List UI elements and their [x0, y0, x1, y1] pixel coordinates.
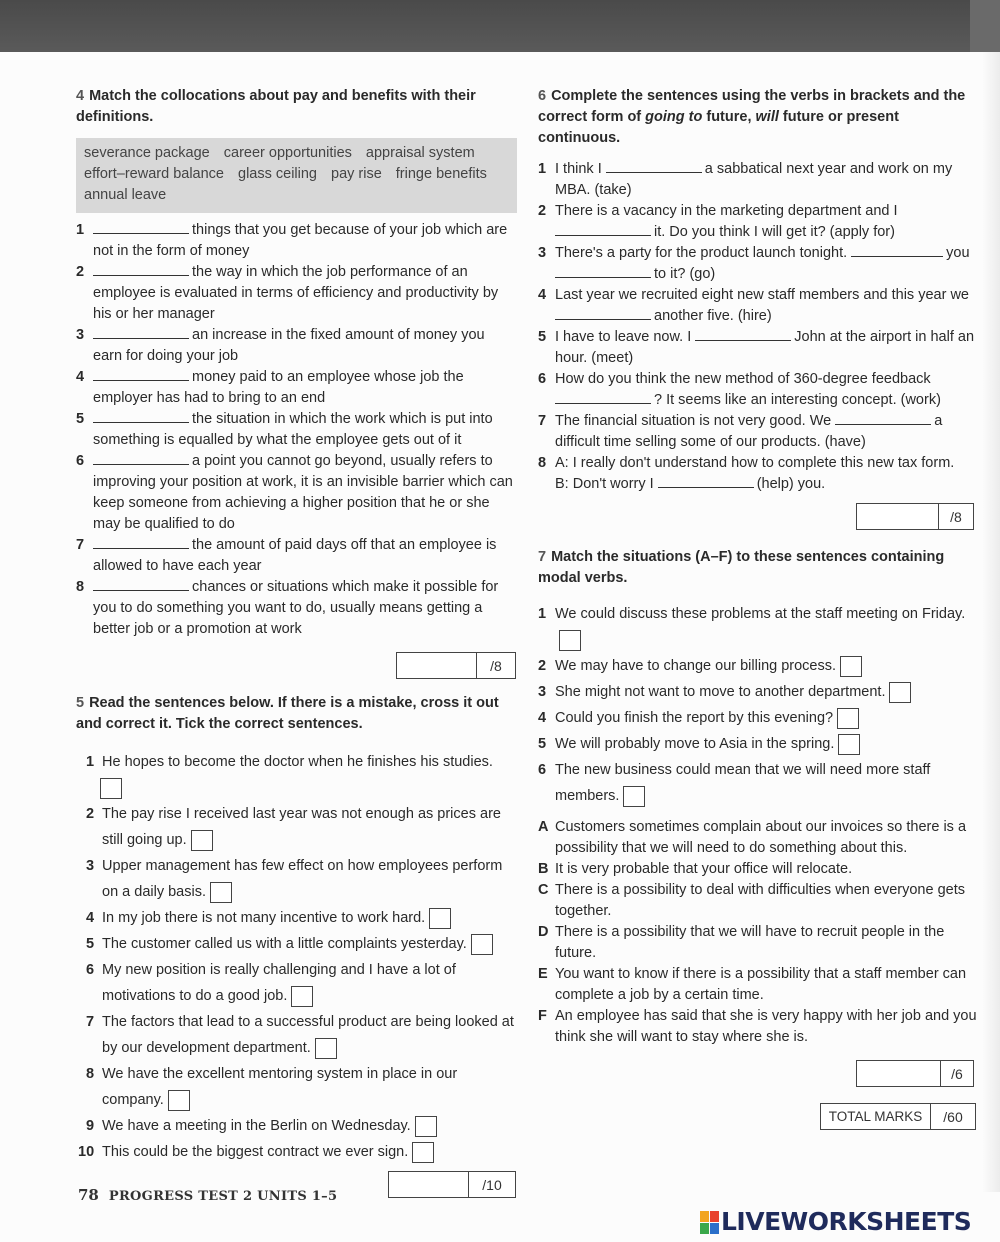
situation-option: [538, 817, 978, 859]
answer-blank[interactable]: [93, 221, 189, 234]
situation-option: [538, 964, 978, 1006]
sentence-text: We have the excellent mentoring system in place in our company.: [102, 1066, 458, 1108]
sentence-item: [76, 1009, 516, 1061]
item-number: 3: [86, 858, 95, 874]
word: career opportunities: [223, 145, 352, 161]
sentence-text: The pay rise I received last year was not enough as prices are still going up.: [102, 806, 501, 848]
sentence-text: The new business could mean that we will need more staff members.: [555, 762, 931, 804]
score-total: /6: [951, 1065, 963, 1082]
modal-sentence-item: [538, 757, 978, 809]
section-number: 6: [538, 88, 547, 104]
answer-box[interactable]: [623, 786, 645, 807]
answer-blank[interactable]: [555, 391, 651, 404]
sentence-item: [76, 1061, 516, 1113]
section-number: 5: [76, 695, 85, 711]
section-7-options: [538, 817, 978, 1048]
sentence-start: There is a vacancy in the marketing department and I: [555, 203, 898, 219]
item-number: 3: [538, 684, 547, 700]
section-5: [76, 693, 516, 1198]
answer-blank[interactable]: [555, 307, 651, 320]
item-number: 8: [76, 579, 85, 595]
sentence-mid: you: [946, 245, 970, 261]
sentence-line-2: B: Don't worry I: [555, 476, 654, 492]
sentence-text: This could be the biggest contract we ever sign.: [102, 1144, 409, 1160]
option-letter: E: [538, 966, 548, 982]
section-4: [76, 86, 516, 679]
item-number: 5: [538, 329, 547, 345]
sentence-item: [76, 853, 516, 905]
answer-blank[interactable]: [658, 475, 754, 488]
definition-text: money paid to an employee whose job the employer has had to bring to an end: [93, 369, 464, 406]
section-6-score-box: [856, 503, 974, 530]
sentence-text: My new position is really challenging and I have a lot of motivations to do a good job.: [102, 962, 456, 1004]
page-shadow: [982, 52, 1000, 1192]
item-number: 6: [86, 962, 95, 978]
footer-label: PROGRESS TEST 2 UNITS 1–5: [108, 1189, 338, 1204]
section-4-score-box: [396, 652, 516, 679]
score-input[interactable]: [857, 504, 939, 529]
right-column: [538, 86, 978, 1130]
modal-sentence-item: [538, 705, 978, 731]
tick-box[interactable]: [100, 778, 122, 799]
word: fringe benefits: [395, 166, 487, 182]
tick-box[interactable]: [291, 986, 313, 1007]
sentence-text: The factors that lead to a successful product are being looked at by our development department.: [102, 1014, 514, 1056]
item-number: 1: [538, 606, 547, 622]
word: glass ceiling: [238, 166, 317, 182]
sentence-item: [76, 749, 516, 801]
sentence-text: We may have to change our billing process.: [555, 658, 837, 674]
option-text: You want to know if there is a possibility that a staff member can complete a job by a certain time.: [555, 966, 967, 1003]
answer-blank[interactable]: [555, 265, 651, 278]
definition-text: an increase in the fixed amount of money you earn for doing your job: [93, 327, 485, 364]
item-number: 5: [76, 411, 85, 427]
item-number: 1: [538, 161, 547, 177]
sentence-item: [76, 905, 516, 931]
answer-box[interactable]: [837, 708, 859, 729]
gap-fill-item: [538, 369, 978, 411]
tick-box[interactable]: [415, 1116, 437, 1137]
definition-item: [76, 325, 516, 367]
definition-text: the way in which the job performance of an employee is evaluated in terms of efficiency and productivity by his or her manager: [93, 264, 499, 322]
option-letter: B: [538, 861, 549, 877]
answer-blank[interactable]: [93, 578, 189, 591]
tick-box[interactable]: [315, 1038, 337, 1059]
section-6-items: [538, 159, 978, 495]
situation-option: [538, 922, 978, 964]
tick-box[interactable]: [168, 1090, 190, 1111]
total-marks-box: [820, 1103, 976, 1130]
item-number: 3: [76, 327, 85, 343]
word-box: [76, 138, 517, 213]
item-number: 8: [86, 1066, 95, 1082]
sentence-text: She might not want to move to another department.: [555, 684, 886, 700]
tick-box[interactable]: [429, 908, 451, 929]
item-number: 6: [76, 453, 85, 469]
sentence-text: We have a meeting in the Berlin on Wednesday.: [102, 1118, 411, 1134]
option-text: There is a possibility that we will have to recruit people in the future.: [555, 924, 945, 961]
option-letter: C: [538, 882, 549, 898]
sentence-start: I have to leave now. I: [555, 329, 692, 345]
option-text: It is very probable that your office will relocate.: [555, 861, 853, 877]
sentence-item: [76, 1113, 516, 1139]
definition-text: chances or situations which make it possible for you to do something you want to do, usually means getting a better job or a promotion at work: [93, 579, 499, 637]
answer-blank[interactable]: [851, 244, 943, 257]
score-total: /10: [482, 1176, 502, 1193]
sentence-start: How do you think the new method of 360-degree feedback: [555, 371, 931, 387]
definition-item: [76, 535, 516, 577]
definition-text: a point you cannot go beyond, usually refers to improving your position at work, it is an invisible barrier which can keep someone from achieving a higher position that he or she may be qualified to do: [93, 453, 513, 532]
item-number: 2: [76, 264, 85, 280]
modal-sentence-item: [538, 679, 978, 705]
instruction-text: future,: [702, 109, 756, 125]
option-text: There is a possibility to deal with difficulties when everyone gets together.: [555, 882, 965, 919]
situation-option: [538, 859, 978, 880]
word: severance package: [84, 145, 210, 161]
top-bar-edge: [970, 0, 1000, 52]
sentence-start: A: I really don't understand how to complete this new tax form.: [555, 455, 955, 471]
sentence-item: [76, 957, 516, 1009]
answer-blank[interactable]: [695, 328, 791, 341]
instruction-emphasis: going to: [645, 109, 703, 125]
item-number: 9: [86, 1118, 95, 1134]
sentence-end: it. Do you think I will get it? (apply for): [654, 224, 895, 240]
sentence-item: [76, 931, 516, 957]
answer-blank[interactable]: [93, 536, 189, 549]
sentence-text: We will probably move to Asia in the spring.: [555, 736, 835, 752]
option-letter: D: [538, 924, 549, 940]
sentence-end: a sabbatical next year and work on my MBA. (take): [555, 161, 953, 198]
section-7: [538, 547, 978, 1130]
gap-fill-item: [538, 411, 978, 453]
score-total: /8: [950, 508, 962, 525]
answer-blank[interactable]: [93, 263, 189, 276]
modal-sentence-item: [538, 653, 978, 679]
definition-text: the amount of paid days off that an employee is allowed to have each year: [93, 537, 497, 574]
instruction-emphasis: will: [755, 109, 779, 125]
sentence-end: to it? (go): [654, 266, 716, 282]
option-text: Customers sometimes complain about our invoices so there is a possibility that we will need to do something about this.: [555, 819, 967, 856]
page-footer: [78, 1186, 337, 1204]
modal-sentence-item: [538, 731, 978, 757]
sentence-start: I think I: [555, 161, 602, 177]
word: annual leave: [84, 187, 167, 203]
item-number: 1: [86, 754, 95, 770]
item-number: 5: [538, 736, 547, 752]
sentence-text: Upper management has few effect on how employees perform on a daily basis.: [102, 858, 503, 900]
situation-option: [538, 880, 978, 922]
tick-box[interactable]: [412, 1142, 434, 1163]
answer-blank[interactable]: [555, 223, 651, 236]
definition-item: [76, 367, 516, 409]
item-number: 3: [538, 245, 547, 261]
sentence-item: [76, 801, 516, 853]
definition-text: the situation in which the work which is put into something is equalled by what the employee gets out of it: [93, 411, 493, 448]
gap-fill-item: [538, 453, 978, 495]
item-number: 8: [538, 455, 547, 471]
total-marks-score: /60: [943, 1108, 963, 1125]
item-number: 7: [538, 413, 547, 429]
answer-blank[interactable]: [93, 368, 189, 381]
sentence-start: Last year we recruited eight new staff members and this year we: [555, 287, 969, 303]
item-number: 4: [76, 369, 85, 385]
section-number: 4: [76, 88, 85, 104]
item-number: 2: [538, 658, 547, 674]
score-total: /8: [490, 657, 502, 674]
top-bar: [0, 0, 1000, 52]
answer-box[interactable]: [889, 682, 911, 703]
definition-item: [76, 577, 516, 640]
sentence-text: He hopes to become the doctor when he finishes his studies.: [102, 754, 493, 770]
sentence-end: (help) you.: [756, 476, 826, 492]
section-4-heading: [76, 86, 516, 128]
instruction-text: future or present continuous.: [538, 109, 899, 146]
sentence-item: [76, 1139, 516, 1165]
item-number: 2: [538, 203, 547, 219]
total-marks-label: TOTAL MARKS: [821, 1104, 931, 1129]
answer-blank[interactable]: [93, 452, 189, 465]
word: pay rise: [331, 166, 382, 182]
sentence-start: The financial situation is not very good. We: [555, 413, 832, 429]
word: appraisal system: [365, 145, 475, 161]
answer-box[interactable]: [840, 656, 862, 677]
option-letter: F: [538, 1008, 547, 1024]
modal-sentence-item: [538, 601, 978, 653]
sentence-text: We could discuss these problems at the staff meeting on Friday.: [555, 606, 966, 622]
gap-fill-item: [538, 327, 978, 369]
item-number: 6: [538, 762, 547, 778]
answer-blank[interactable]: [93, 410, 189, 423]
sentence-text: The customer called us with a little complaints yesterday.: [102, 936, 467, 952]
item-number: 6: [538, 371, 547, 387]
score-input[interactable]: [389, 1172, 469, 1197]
section-7-items: [538, 601, 978, 809]
score-input[interactable]: [857, 1061, 941, 1086]
sentence-end: ? It seems like an interesting concept. (work): [654, 392, 941, 408]
definition-text: things that you get because of your job which are not in the form of money: [93, 222, 508, 259]
section-7-heading: [538, 547, 978, 589]
item-number: 7: [76, 537, 85, 553]
item-number: 2: [86, 806, 95, 822]
gap-fill-item: [538, 201, 978, 243]
sentence-start: There's a party for the product launch tonight.: [555, 245, 848, 261]
sentence-end: John at the airport in half an hour. (meet): [555, 329, 975, 366]
item-number: 10: [78, 1144, 95, 1160]
sentence-end: another five. (hire): [654, 308, 772, 324]
answer-box[interactable]: [559, 630, 581, 651]
section-7-score-box: [856, 1060, 974, 1087]
item-number: 4: [538, 287, 547, 303]
gap-fill-item: [538, 243, 978, 285]
sentence-text: In my job there is not many incentive to work hard.: [102, 910, 426, 926]
tick-box[interactable]: [191, 830, 213, 851]
section-instruction: Read the sentences below. If there is a mistake, cross it out and correct it. Tick the correct sentences.: [76, 695, 499, 732]
section-6: [538, 86, 978, 530]
section-6-heading: [538, 86, 978, 149]
logo-icon: [700, 1211, 718, 1233]
item-number: 5: [86, 936, 95, 952]
answer-blank[interactable]: [835, 412, 931, 425]
item-number: 4: [538, 710, 547, 726]
liveworksheets-logo[interactable]: [700, 1207, 971, 1236]
item-number: 1: [76, 222, 85, 238]
word: effort–reward balance: [84, 166, 224, 182]
definition-item: [76, 220, 516, 262]
sentence-end: a difficult time selling some of our products. (have): [555, 413, 943, 450]
tick-box[interactable]: [210, 882, 232, 903]
sentence-text: Could you finish the report by this evening?: [555, 710, 834, 726]
score-input[interactable]: [397, 653, 477, 678]
left-column: [76, 86, 516, 1198]
situation-option: [538, 1006, 978, 1048]
definition-item: [76, 409, 516, 451]
section-instruction: Match the situations (A–F) to these sentences containing modal verbs.: [538, 549, 945, 586]
instruction-text: Complete the sentences using the verbs in brackets and the correct form of: [538, 88, 966, 125]
gap-fill-item: [538, 159, 978, 201]
gap-fill-item: [538, 285, 978, 327]
option-text: An employee has said that she is very happy with her job and you think she will want to stay where she is.: [555, 1008, 977, 1045]
definition-item: [76, 262, 516, 325]
page-number: 78: [78, 1186, 99, 1204]
section-5-score-box: [388, 1171, 516, 1198]
answer-blank[interactable]: [93, 326, 189, 339]
section-5-heading: [76, 693, 516, 735]
tick-box[interactable]: [471, 934, 493, 955]
item-number: 4: [86, 910, 95, 926]
section-number: 7: [538, 549, 547, 565]
definition-item: [76, 451, 516, 535]
answer-box[interactable]: [838, 734, 860, 755]
logo-text: LIVEWORKSHEETS: [721, 1207, 972, 1236]
section-5-items: [76, 749, 516, 1165]
section-instruction: Match the collocations about pay and benefits with their definitions.: [76, 88, 476, 125]
option-letter: A: [538, 819, 549, 835]
item-number: 7: [86, 1014, 95, 1030]
answer-blank[interactable]: [606, 160, 702, 173]
